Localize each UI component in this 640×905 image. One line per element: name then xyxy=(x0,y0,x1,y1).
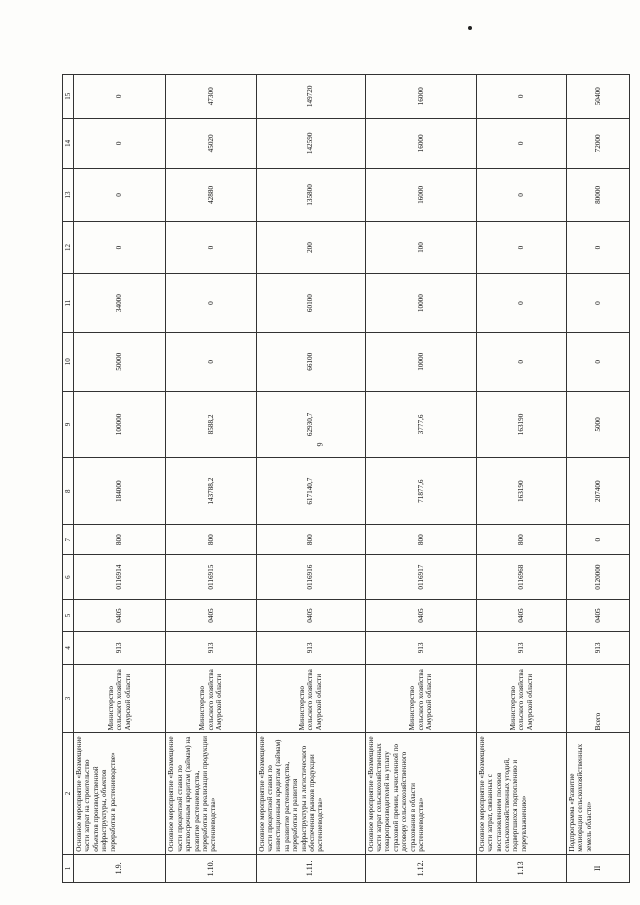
col-header: 8 xyxy=(63,458,74,525)
table-row xyxy=(74,75,166,883)
cell-target-article: 0116915 xyxy=(166,555,256,599)
activity-name: Основное мероприятие «Возмещение части процентной ставки по инвестиционным кредитам (займам) на развитие растениеводства, переработки и развития инфраструктуры и логистического обеспечения рынков продукции растениеводства» xyxy=(256,733,365,854)
cell-expense-type: 800 xyxy=(365,525,476,555)
col-header: 5 xyxy=(63,599,74,631)
cell-year-value: 50400 xyxy=(567,75,630,119)
cell-year-value: 34000 xyxy=(74,274,166,333)
col-header: 14 xyxy=(63,118,74,169)
cell-grbs: 913 xyxy=(365,632,476,664)
table-row xyxy=(476,75,566,883)
activity-name: Основное мероприятие «Возмещение части процентной ставки по краткосрочным кредитам (займам) на развитие растениеводства, переработки и реализации продукции растениеводства» xyxy=(166,733,256,854)
col-header: 15 xyxy=(63,75,74,119)
cell-year-value: 0 xyxy=(476,75,566,119)
cell-year-value: 200 xyxy=(256,221,365,274)
cell-year-value: 0 xyxy=(166,274,256,333)
responsible-org: Министерство сельского хозяйства Амурской области xyxy=(476,664,566,733)
cell-year-value: 100000 xyxy=(74,391,166,458)
activity-name: Основное мероприятие «Возмещение части затрат сельскохозяйственных товаропроизводителей на уплату страховой премии, начисленной по договору сельскохозяйственного страхования в области растениеводства» xyxy=(365,733,476,854)
cell-grbs: 913 xyxy=(567,632,630,664)
row-number: 1.10. xyxy=(166,854,256,882)
cell-year-value: 10000 xyxy=(365,332,476,391)
cell-year-value: 8588,2 xyxy=(166,391,256,458)
row-number: 1.12. xyxy=(365,854,476,882)
cell-year-value: 0 xyxy=(476,332,566,391)
cell-year-value: 62930,7 xyxy=(256,391,365,458)
cell-target-article: 0116968 xyxy=(476,555,566,599)
cell-year-value: 3777,6 xyxy=(365,391,476,458)
table-row xyxy=(166,75,256,883)
cell-year-value: 0 xyxy=(567,221,630,274)
cell-section: 0405 xyxy=(256,599,365,631)
responsible-org: Министерство сельского хозяйства Амурской области xyxy=(166,664,256,733)
cell-year-value: 42880 xyxy=(166,169,256,222)
scan-speck xyxy=(468,26,472,30)
cell-total: 184000 xyxy=(74,458,166,525)
cell-target-article: 0116914 xyxy=(74,555,166,599)
cell-year-value: 16000 xyxy=(365,75,476,119)
cell-year-value: 80000 xyxy=(567,169,630,222)
responsible-org: Министерство сельского хозяйства Амурской области xyxy=(365,664,476,733)
cell-year-value: 16000 xyxy=(365,118,476,169)
cell-total: 207400 xyxy=(567,458,630,525)
cell-section: 0405 xyxy=(74,599,166,631)
col-header: 13 xyxy=(63,169,74,222)
activity-name: Основное мероприятие «Возмещение части затрат, связанных с восстановлением посевов сельскохозяйственных угодий, подвергшихся подтоплению и переувлажнению» xyxy=(476,733,566,854)
col-header: 7 xyxy=(63,525,74,555)
cell-year-value: 142590 xyxy=(256,118,365,169)
cell-grbs: 913 xyxy=(74,632,166,664)
cell-year-value: 50000 xyxy=(74,332,166,391)
activity-name: Основное мероприятие «Возмещение части затрат на строительство объектов производственной инфраструктуры, объектов переработки в растениеводстве» xyxy=(74,733,166,854)
page-number: 9 xyxy=(315,442,325,447)
rotated-table-container xyxy=(62,74,630,883)
responsible-org: Министерство сельского хозяйства Амурской области xyxy=(256,664,365,733)
table-row xyxy=(567,75,630,883)
col-header: 12 xyxy=(63,221,74,274)
cell-expense-type: 0 xyxy=(567,525,630,555)
cell-year-value: 0 xyxy=(74,221,166,274)
cell-year-value: 0 xyxy=(74,118,166,169)
cell-year-value: 0 xyxy=(567,274,630,333)
cell-year-value: 0 xyxy=(476,118,566,169)
cell-year-value: 0 xyxy=(74,169,166,222)
cell-year-value: 45020 xyxy=(166,118,256,169)
cell-total: 143788,2 xyxy=(166,458,256,525)
cell-year-value: 16000 xyxy=(365,169,476,222)
col-header: 11 xyxy=(63,274,74,333)
cell-year-value: 72000 xyxy=(567,118,630,169)
row-number: II xyxy=(567,854,630,882)
responsible-org: Министерство сельского хозяйства Амурской области xyxy=(74,664,166,733)
cell-section: 0405 xyxy=(567,599,630,631)
cell-expense-type: 800 xyxy=(476,525,566,555)
row-number: 1.9. xyxy=(74,854,166,882)
row-number: 1.11. xyxy=(256,854,365,882)
col-header: 6 xyxy=(63,555,74,599)
cell-section: 0405 xyxy=(166,599,256,631)
table-row xyxy=(256,75,365,883)
cell-year-value: 0 xyxy=(166,332,256,391)
activity-name: Подпрограмма «Развитие мелиорации сельскохозяйственных земель области» xyxy=(567,733,630,854)
column-number-row xyxy=(63,75,74,883)
cell-section: 0405 xyxy=(476,599,566,631)
col-header: 2 xyxy=(63,733,74,854)
cell-year-value: 100 xyxy=(365,221,476,274)
budget-table xyxy=(62,74,630,883)
cell-expense-type: 800 xyxy=(256,525,365,555)
cell-year-value: 0 xyxy=(476,169,566,222)
table-row xyxy=(365,75,476,883)
cell-total: 163190 xyxy=(476,458,566,525)
col-header: 10 xyxy=(63,332,74,391)
col-header: 9 xyxy=(63,391,74,458)
cell-target-article: 0120000 xyxy=(567,555,630,599)
cell-grbs: 913 xyxy=(476,632,566,664)
responsible-org: Всего xyxy=(567,664,630,733)
col-header: 1 xyxy=(63,854,74,882)
cell-total: 71877,6 xyxy=(365,458,476,525)
cell-total: 617140,7 xyxy=(256,458,365,525)
cell-expense-type: 800 xyxy=(166,525,256,555)
row-number: 1.13 xyxy=(476,854,566,882)
cell-year-value: 47300 xyxy=(166,75,256,119)
cell-year-value: 0 xyxy=(166,221,256,274)
cell-year-value: 66100 xyxy=(256,332,365,391)
cell-grbs: 913 xyxy=(166,632,256,664)
cell-year-value: 149720 xyxy=(256,75,365,119)
cell-year-value: 0 xyxy=(74,75,166,119)
cell-year-value: 135800 xyxy=(256,169,365,222)
cell-year-value: 163190 xyxy=(476,391,566,458)
col-header: 3 xyxy=(63,664,74,733)
cell-year-value: 60100 xyxy=(256,274,365,333)
cell-year-value: 0 xyxy=(567,332,630,391)
col-header: 4 xyxy=(63,632,74,664)
cell-target-article: 0116917 xyxy=(365,555,476,599)
cell-target-article: 0116916 xyxy=(256,555,365,599)
cell-year-value: 5000 xyxy=(567,391,630,458)
cell-year-value: 0 xyxy=(476,274,566,333)
cell-section: 0405 xyxy=(365,599,476,631)
cell-year-value: 10000 xyxy=(365,274,476,333)
cell-year-value: 0 xyxy=(476,221,566,274)
cell-grbs: 913 xyxy=(256,632,365,664)
cell-expense-type: 800 xyxy=(74,525,166,555)
